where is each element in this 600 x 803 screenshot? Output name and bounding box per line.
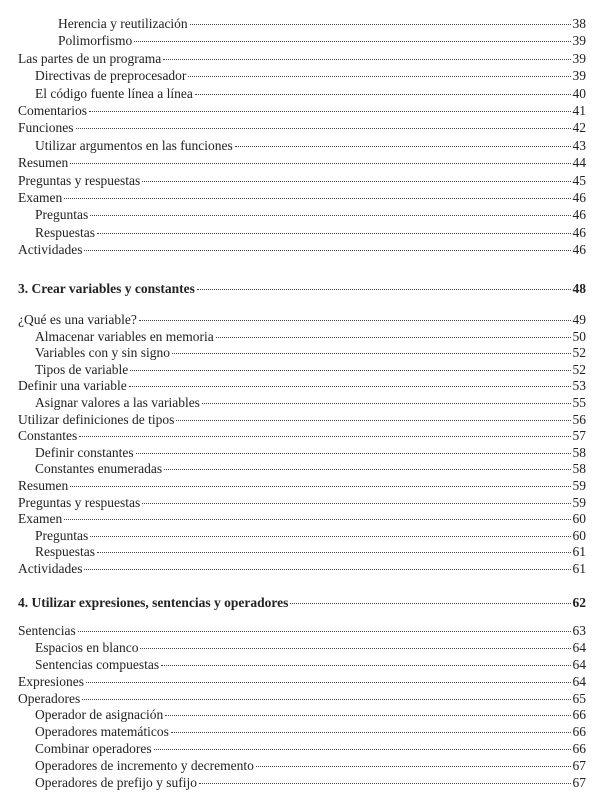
dot-leader [134,41,570,42]
page-number: 39 [572,50,586,66]
page-number: 61 [572,560,586,576]
dot-leader [165,715,570,716]
entry-title: Variables con y sin signo [35,345,170,361]
dot-leader [190,24,571,25]
toc-entry[interactable] [18,775,586,792]
toc-entry[interactable] [18,561,586,578]
toc-entry[interactable] [18,495,586,512]
entry-title: Actividades [18,242,83,258]
chapter-title: 3. Crear variables y constantes [18,281,195,296]
entry-title: Expresiones [18,673,84,689]
dot-leader [76,128,571,129]
toc-entry[interactable] [18,86,586,103]
dot-leader [188,76,570,77]
dot-leader [70,163,570,164]
toc-entry[interactable] [18,138,586,155]
page-number: 43 [572,137,586,153]
dot-leader [171,732,571,733]
toc-entry[interactable] [18,51,586,68]
entry-title: Sentencias compuestas [35,656,160,672]
page-number: 59 [572,494,586,510]
toc-entry[interactable] [18,378,586,395]
entry-title: Definir constantes [35,444,134,460]
dot-leader [136,453,571,454]
toc-entry[interactable] [18,120,586,137]
dot-leader [64,519,570,520]
page-number: 66 [572,741,586,757]
page-number: 59 [572,477,586,493]
page-number: 46 [572,242,586,258]
entry-title: Examen [18,189,63,205]
toc-entry[interactable] [18,707,586,724]
page-number: 56 [572,411,586,427]
toc-entry[interactable] [18,16,586,33]
toc-entry[interactable] [18,345,586,362]
entry-title: Operadores de incremento y decremento [35,758,254,774]
toc-section-chapter4 [18,623,586,792]
toc-entry[interactable] [18,329,586,346]
dot-leader [197,289,571,290]
entry-title: Preguntas [35,527,89,543]
dot-leader [82,699,570,700]
toc-entry[interactable] [18,674,586,691]
dot-leader [163,59,570,60]
dot-leader [235,146,571,147]
dot-leader [89,111,571,112]
entry-title: Utilizar argumentos en las funciones [35,137,233,153]
dot-leader [164,469,570,470]
dot-leader [199,783,571,784]
entry-title: Comentarios [18,102,87,118]
toc-row [18,595,586,611]
page-number: 60 [572,527,586,543]
entry-title: Resumen [18,477,69,493]
toc-entry[interactable] [18,190,586,207]
dot-leader [97,552,571,553]
page-number: 64 [572,639,586,655]
page-number: 55 [572,394,586,410]
dot-leader [142,181,570,182]
entry-title: Preguntas y respuestas [18,494,141,510]
entry-title: Preguntas [35,207,89,223]
dot-leader [79,436,570,437]
toc-entry[interactable] [18,724,586,741]
dot-leader [195,94,571,95]
toc-entry[interactable] [18,741,586,758]
dot-leader [78,631,571,632]
entry-title: Respuestas [35,224,95,240]
toc-section-chapter2 [18,16,586,259]
toc-entry[interactable] [18,173,586,190]
page-number: 38 [572,16,586,31]
dot-leader [84,569,570,570]
page-number: 67 [572,775,586,791]
toc-entry[interactable] [18,225,586,242]
dot-leader [140,648,570,649]
page-number: 46 [572,207,586,223]
entry-title: Sentencias [18,623,76,638]
entry-title: Operadores [18,690,81,706]
dot-leader [172,353,571,354]
toc-entry[interactable] [18,511,586,528]
page-number: 50 [572,328,586,344]
entry-title: Directivas de preprocesador [35,68,187,84]
entry-title: Resumen [18,155,69,171]
page-number: 48 [572,281,586,296]
toc-entry[interactable] [18,657,586,674]
toc-entry[interactable] [18,461,586,478]
chapter-heading-3[interactable] [18,281,586,297]
toc-entry[interactable] [18,478,586,495]
dot-leader [154,749,571,750]
toc-entry[interactable] [18,623,586,640]
page-number: 64 [572,673,586,689]
entry-title: Funciones [18,120,74,136]
entry-title: Respuestas [35,544,95,560]
dot-leader [97,233,571,234]
toc-entry[interactable] [18,544,586,561]
page-number: 52 [572,361,586,377]
page-number: 46 [572,224,586,240]
entry-title: Constantes enumeradas [35,461,163,477]
toc-entry[interactable] [18,33,586,50]
toc-entry[interactable] [18,103,586,120]
page-number: 49 [572,312,586,327]
dot-leader [202,403,571,404]
dot-leader [290,603,570,604]
entry-title: Espacios en blanco [35,639,139,655]
page-number: 39 [572,33,586,49]
dot-leader [90,536,570,537]
page-number: 60 [572,511,586,527]
page-number: 40 [572,85,586,101]
entry-title: Constantes [18,428,78,444]
page-number: 41 [572,102,586,118]
page-number: 44 [572,155,586,171]
page-number: 52 [572,345,586,361]
dot-leader [70,486,570,487]
toc-entry[interactable] [18,691,586,708]
dot-leader [130,370,570,371]
dot-leader [161,665,570,666]
page-number: 57 [572,428,586,444]
entry-title: Examen [18,511,63,527]
page-number: 62 [572,595,586,610]
entry-title: Herencia y reutilización [58,16,188,31]
page-number: 61 [572,544,586,560]
dot-leader [86,682,571,683]
page-number: 58 [572,461,586,477]
toc-entry[interactable] [18,312,586,329]
toc-entry[interactable] [18,428,586,445]
page-number: 46 [572,189,586,205]
entry-title: El código fuente línea a línea [35,85,193,101]
page-number: 64 [572,656,586,672]
page-number: 63 [572,623,586,638]
toc-entry[interactable] [18,362,586,379]
page-number: 45 [572,172,586,188]
entry-title: Las partes de un programa [18,50,162,66]
entry-title: Combinar operadores [35,741,152,757]
dot-leader [64,198,570,199]
toc-entry[interactable] [18,528,586,545]
entry-title: Operador de asignación [35,707,164,723]
page-number: 66 [572,724,586,740]
toc-entry[interactable] [18,395,586,412]
dot-leader [216,337,571,338]
dot-leader [84,250,570,251]
toc-entry[interactable] [18,412,586,429]
toc-entry[interactable] [18,445,586,462]
page-number: 58 [572,444,586,460]
toc-entry[interactable] [18,242,586,259]
entry-title: Utilizar definiciones de tipos [18,411,175,427]
dot-leader [142,503,570,504]
page-number: 66 [572,707,586,723]
entry-title: Almacenar variables en memoria [35,328,214,344]
entry-title: Preguntas y respuestas [18,172,141,188]
toc-entry[interactable] [18,758,586,775]
toc-entry[interactable] [18,207,586,224]
toc-section-chapter3 [18,312,586,578]
chapter-title: 4. Utilizar expresiones, sentencias y operadores [18,595,289,610]
toc-row [18,281,586,297]
dot-leader [256,766,571,767]
toc-entry[interactable] [18,68,586,85]
entry-title: ¿Qué es una variable? [18,312,137,327]
page-number: 53 [572,378,586,394]
dot-leader [90,215,570,216]
entry-title: Operadores de prefijo y sufijo [35,775,197,791]
page-number: 67 [572,758,586,774]
chapter-heading-4[interactable] [18,595,586,611]
entry-title: Definir una variable [18,378,127,394]
page-number: 42 [572,120,586,136]
dot-leader [176,420,570,421]
toc-entry[interactable] [18,640,586,657]
page-number: 39 [572,68,586,84]
entry-title: Asignar valores a las variables [35,394,200,410]
toc-entry[interactable] [18,155,586,172]
entry-title: Tipos de variable [35,361,129,377]
page-number: 65 [572,690,586,706]
entry-title: Operadores matemáticos [35,724,169,740]
entry-title: Polimorfismo [58,33,133,49]
dot-leader [129,386,571,387]
dot-leader [139,320,571,321]
entry-title: Actividades [18,560,83,576]
